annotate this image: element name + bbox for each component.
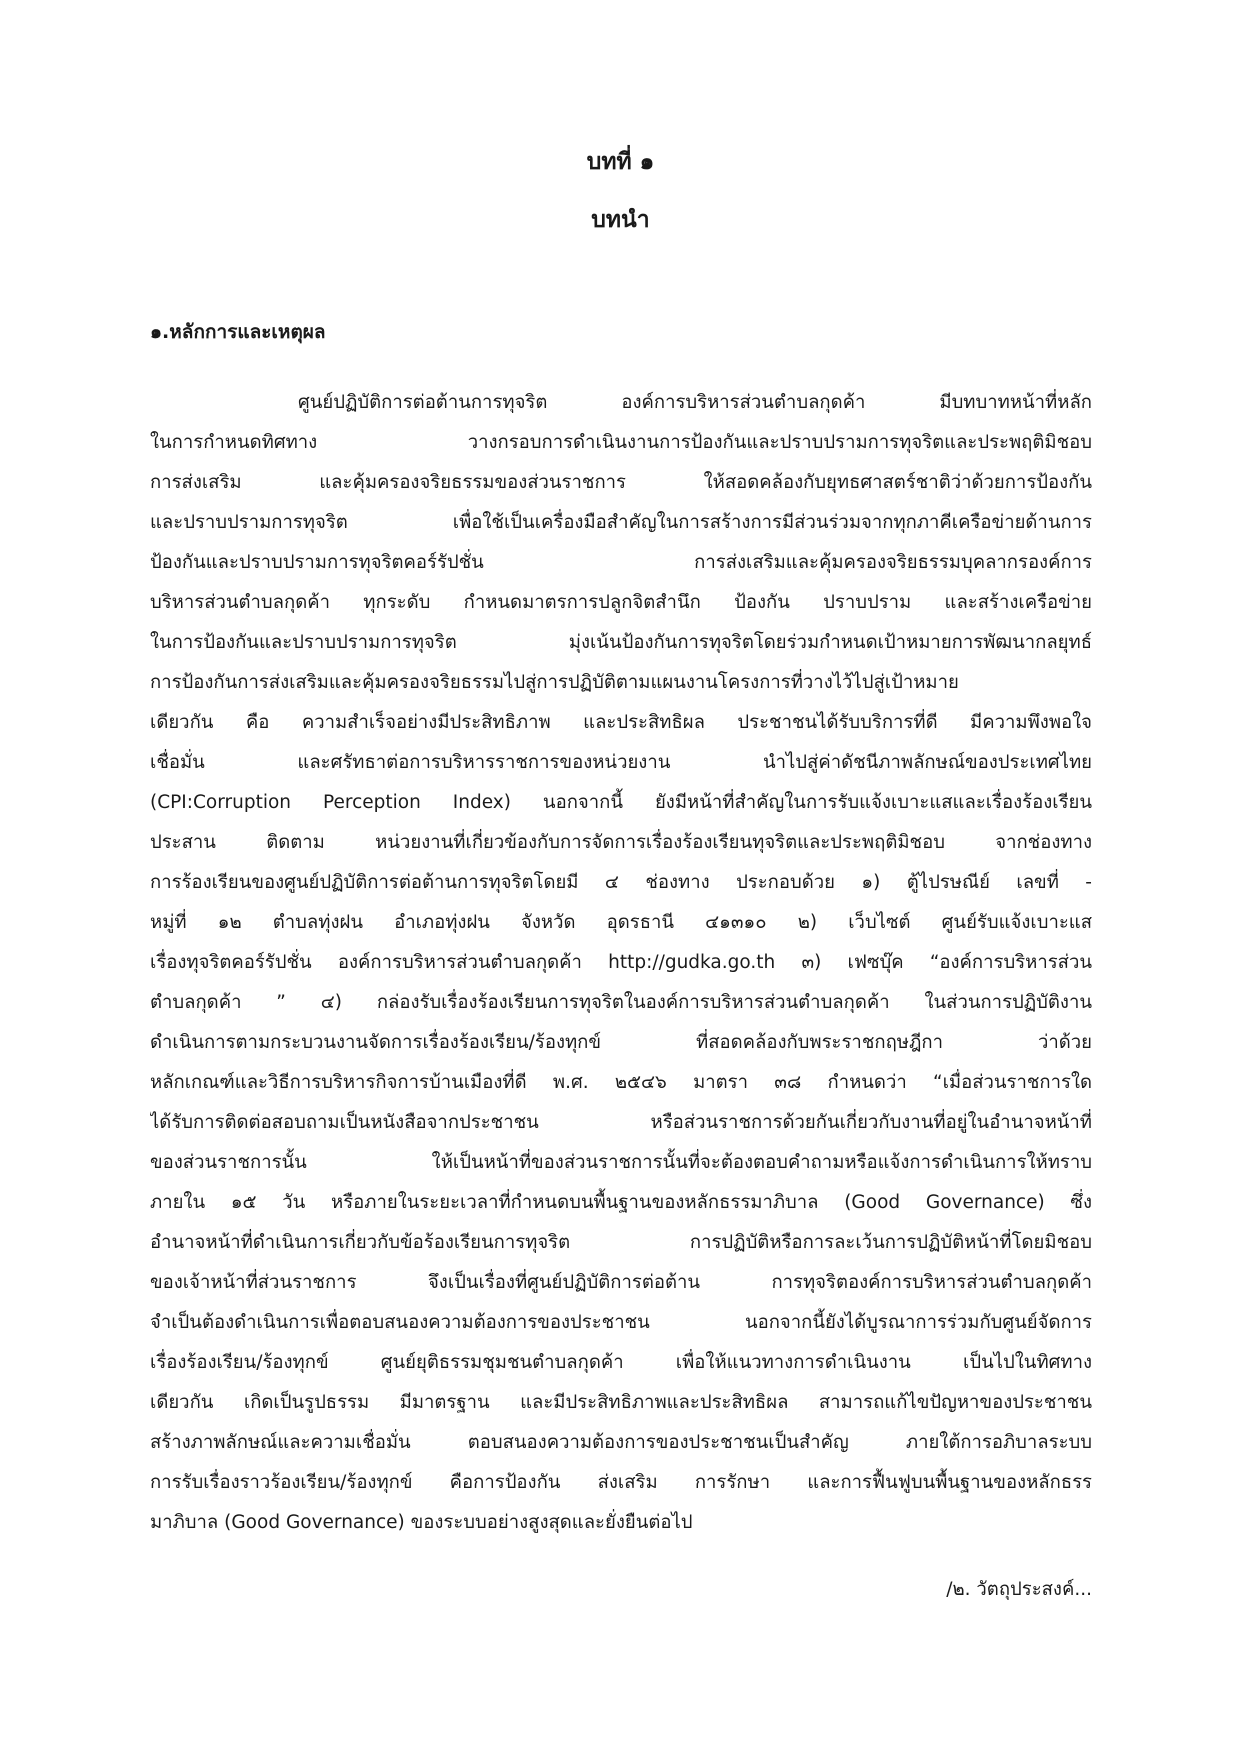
paragraph-line: ของเจ้าหน้าที่ส่วนราชการ จึงเป็นเรื่องที่ศูนย์ปฏิบัติการต่อต้าน การทุจริตองค์การบริหารส่วนตำบลกุดค้า: [150, 1272, 1092, 1293]
paragraph-line: ตำบลกุดค้า ” ๔) กล่องรับเรื่องร้องเรียนการทุจริตในองค์การบริหารส่วนตำบลกุดค้า ในส่วนการปฏิบัติงาน: [150, 992, 1092, 1013]
paragraph-line: (CPI:Corruption Perception Index) นอกจากนี้ ยังมีหน้าที่สำคัญในการรับแจ้งเบาะแสและเรื่องร้องเรียน: [150, 792, 1092, 813]
paragraph-line: มาภิบาล (Good Governance) ของระบบอย่างสูงสุดและยั่งยืนต่อไป: [150, 1512, 693, 1533]
paragraph-line: เดียวกัน เกิดเป็นรูปธรรม มีมาตรฐาน และมีประสิทธิภาพและประสิทธิผล สามารถแก้ไขปัญหาของประชาชน: [150, 1392, 1092, 1413]
paragraph-line: เชื่อมั่น และศรัทธาต่อการบริหารราชการของหน่วยงาน นำไปสู่ค่าดัชนีภาพลักษณ์ของประเทศไทย: [150, 752, 1092, 773]
paragraph-line: สร้างภาพลักษณ์และความเชื่อมั่น ตอบสนองความต้องการของประชาชนเป็นสำคัญ ภายใต้การอภิบาลระบบ: [150, 1432, 1092, 1453]
paragraph-line: การรับเรื่องราวร้องเรียน/ร้องทุกข์ คือการป้องกัน ส่งเสริม การรักษา และการฟื้นฟูบนพื้นฐานของหลักธรร: [150, 1472, 1092, 1493]
paragraph-line: หมู่ที่ ๑๒ ตำบลทุ่งฝน อำเภอทุ่งฝน จังหวัด อุดรธานี ๔๑๓๑๐ ๒) เว็บไซต์ ศูนย์รับแจ้งเบาะแส: [150, 912, 1092, 933]
paragraph-line: ในการป้องกันและปราบปรามการทุจริต มุ่งเน้นป้องกันการทุจริตโดยร่วมกำหนดเป้าหมายการพัฒนากลยุทธ์: [150, 632, 1092, 653]
paragraph-line: การส่งเสริม และคุ้มครองจริยธรรมของส่วนราชการ ให้สอดคล้องกับยุทธศาสตร์ชาติว่าด้วยการป้องกัน: [150, 472, 1092, 493]
paragraph-line: ป้องกันและปราบปรามการทุจริตคอร์รัปชั่น การส่งเสริมและคุ้มครองจริยธรรมบุคลากรองค์การ: [150, 552, 1092, 573]
paragraph-line: ประสาน ติดตาม หน่วยงานที่เกี่ยวข้องกับการจัดการเรื่องร้องเรียนทุจริตและประพฤติมิชอบ จากช่องทาง: [150, 832, 1092, 853]
paragraph-line: การร้องเรียนของศูนย์ปฏิบัติการต่อต้านการทุจริตโดยมี ๔ ช่องทาง ประกอบด้วย ๑) ตู้ไปรษณีย์ เลขที่ -: [150, 872, 1092, 893]
body-paragraph: [150, 383, 1092, 1543]
paragraph-line: ศูนย์ปฏิบัติการต่อต้านการทุจริต องค์การบริหารส่วนตำบลกุดค้า มีบทบาทหน้าที่หลัก: [298, 392, 1092, 413]
paragraph-line: ในการกำหนดทิศทาง วางกรอบการดำเนินงานการป้องกันและปราบปรามการทุจริตและประพฤติมิชอบ: [150, 432, 1092, 453]
paragraph-line: การป้องกันการส่งเสริมและคุ้มครองจริยธรรมไปสู่การปฏิบัติตามแผนงานโครงการที่วางไว้ไปสู่เป้าหมาย: [150, 672, 959, 693]
paragraph-line: ของส่วนราชการนั้น ให้เป็นหน้าที่ของส่วนราชการนั้นที่จะต้องตอบคำถามหรือแจ้งการดำเนินการให้ทราบ: [150, 1152, 1092, 1173]
paragraph-line: จำเป็นต้องดำเนินการเพื่อตอบสนองความต้องการของประชาชน นอกจากนี้ยังได้บูรณาการร่วมกับศูนย์จัดการ: [150, 1312, 1092, 1333]
paragraph-line: และปราบปรามการทุจริต เพื่อใช้เป็นเครื่องมือสำคัญในการสร้างการมีส่วนร่วมจากทุกภาคีเครือข่ายด้านการ: [150, 512, 1092, 533]
paragraph-line: เรื่องทุจริตคอร์รัปชั่น องค์การบริหารส่วนตำบลกุดค้า http://gudka.go.th ๓) เฟซบุ๊ค “องค์การบริหารส่วน: [150, 952, 1092, 973]
paragraph-line: ดำเนินการตามกระบวนงานจัดการเรื่องร้องเรียน/ร้องทุกข์ ที่สอดคล้องกับพระราชกฤษฎีกา ว่าด้วย: [150, 1032, 1092, 1053]
paragraph-line: บริหารส่วนตำบลกุดค้า ทุกระดับ กำหนดมาตรการปลูกจิตสำนึก ป้องกัน ปราบปราม และสร้างเครือข่าย: [150, 592, 1092, 613]
chapter-number: บทที่ ๑: [586, 149, 655, 175]
paragraph-line: อำนาจหน้าที่ดำเนินการเกี่ยวกับข้อร้องเรียนการทุจริต การปฏิบัติหรือการละเว้นการปฏิบัติหน้าที่โดยมิชอบ: [150, 1232, 1092, 1253]
section-heading: ๑.หลักการและเหตุผล: [150, 321, 326, 343]
chapter-title: บทนำ: [591, 207, 650, 233]
paragraph-line: หลักเกณฑ์และวิธีการบริหารกิจการบ้านเมืองที่ดี พ.ศ. ๒๕๔๖ มาตรา ๓๘ กำหนดว่า “เมื่อส่วนราชการใด: [150, 1072, 1092, 1093]
paragraph-line: เดียวกัน คือ ความสำเร็จอย่างมีประสิทธิภาพ และประสิทธิผล ประชาชนได้รับบริการที่ดี มีความพึงพอใจ: [150, 712, 1092, 733]
paragraph-line: ได้รับการติดต่อสอบถามเป็นหนังสือจากประชาชน หรือส่วนราชการด้วยกันเกี่ยวกับงานที่อยู่ในอำนาจหน้าที่: [150, 1112, 1092, 1133]
paragraph-line: เรื่องร้องเรียน/ร้องทุกข์ ศูนย์ยุติธรรมชุมชนตำบลกุดค้า เพื่อให้แนวทางการดำเนินงาน เป็นไปในทิศทาง: [150, 1352, 1092, 1373]
paragraph-line: ภายใน ๑๕ วัน หรือภายในระยะเวลาที่กำหนดบนพื้นฐานของหลักธรรมาภิบาล (Good Governance) ซึ่ง: [150, 1192, 1092, 1213]
page-continuation-note: /๒. วัตถุประสงค์...: [946, 1579, 1092, 1600]
